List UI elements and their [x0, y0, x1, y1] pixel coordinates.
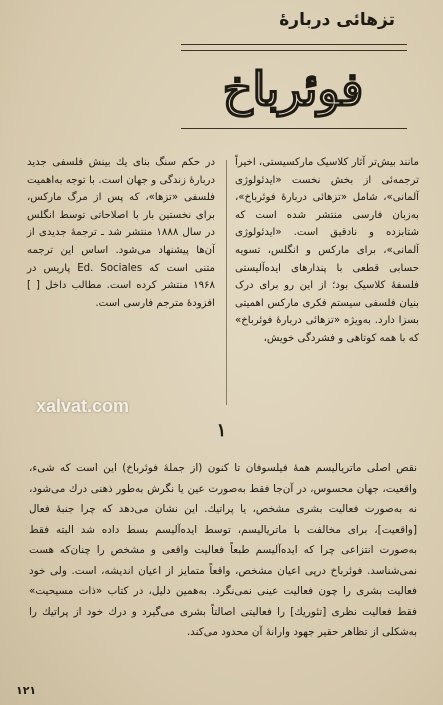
article-title: فوئرباخ	[222, 62, 364, 116]
header-top-rule	[181, 44, 407, 45]
intro-column-left: در حکم سنگ بنای یك بینش فلسفی جدید دربارهٔ زندگی و جهان است. با توجه به‌اهمیت فلسفی «تزها»، که پس از مرگ مارکس، برای نخستین بار با اصلاحاتی توسط انگلس در سال ۱۸۸۸ منتشر شد ـ ترجمهٔ جدیدی از آن‌ها پیشنهاد می‌شود. اساس این ترجمه متنی است که Ed. Sociales پاریس در ۱۹۶۸ منتشر کرده است. مطالب داخل [ ] افزودهٔ مترجم فارسی است.	[27, 157, 215, 309]
thesis-number: ۱	[216, 420, 227, 441]
column-divider	[226, 160, 227, 405]
header-rule-upper	[181, 50, 407, 51]
site-watermark: xalvat.com	[36, 396, 130, 416]
article-subtitle: تزهائی دربارهٔ	[279, 10, 395, 30]
page-number: ۱۲۱	[16, 684, 37, 697]
header-rule-lower	[181, 128, 407, 129]
intro-column-right: مانند بیش‌تر آثار کلاسیک مارکسیستی، اخیراً ترجمه‌ئی از بخش نخست «ایدئولوژی آلمانی»، شامل «تزهائی دربارهٔ فوئرباخ»، به‌زبان فارسی منتشر شده است که شتابزده و نادقیق است. «ایدئولوژی آلمانی»، برای مارکس و انگلس، تسویه حسابی قطعی با پندارهای ایده‌آلیستی فلسفهٔ کلاسیک بود؛ از این رو برای درک بنیان فلسفی سیستم فکری مارکس اهمیتی بسزا دارد. به‌ویژه «تزهائی دربارهٔ فوئرباخ» که با همه کوتاهی و فشردگی خویش،	[235, 157, 419, 344]
thesis-body-text: نقص اصلی ماتریالیسم همهٔ فیلسوفان تا کنون (از جملهٔ فوئرباخ) این است که شیء، واقعیت، جهان محسوس، در آن‌جا فقط به‌صورت عین یا نگرش به‌طور ذهنی درك می‌شود، نه به‌صورت فعالیت بشری مشخص، یا پراتیك. این نشان می‌دهد که چرا جنبهٔ فعال [واقعیت]، برای مخالفت با ماتریالیسم، توسط ایده‌آلیسم بسط داده شد البته فقط به‌صورت انتزاعی چرا که ایده‌آلیسم طبعاً فعالیت واقعی و مشخص را چنان‌که هست نمی‌شناسد. فوئرباخ درپی اعیان مشخص، واقعاً متمایز از اعیان اندیشه، است. ولی خود فعالیت بشری را چون فعالیت عینی نمی‌نگرد. به‌همین دلیل، در کتاب «ذات مسیحیت» فقط فعالیت نظری [تئوریك] را فعالیتی اصالتاً بشری می‌گیرد و درك خود از پراتیك را به‌شکلی از تظاهر حقیر جهود وارانهٔ آن محدود می‌کند.	[29, 462, 417, 638]
